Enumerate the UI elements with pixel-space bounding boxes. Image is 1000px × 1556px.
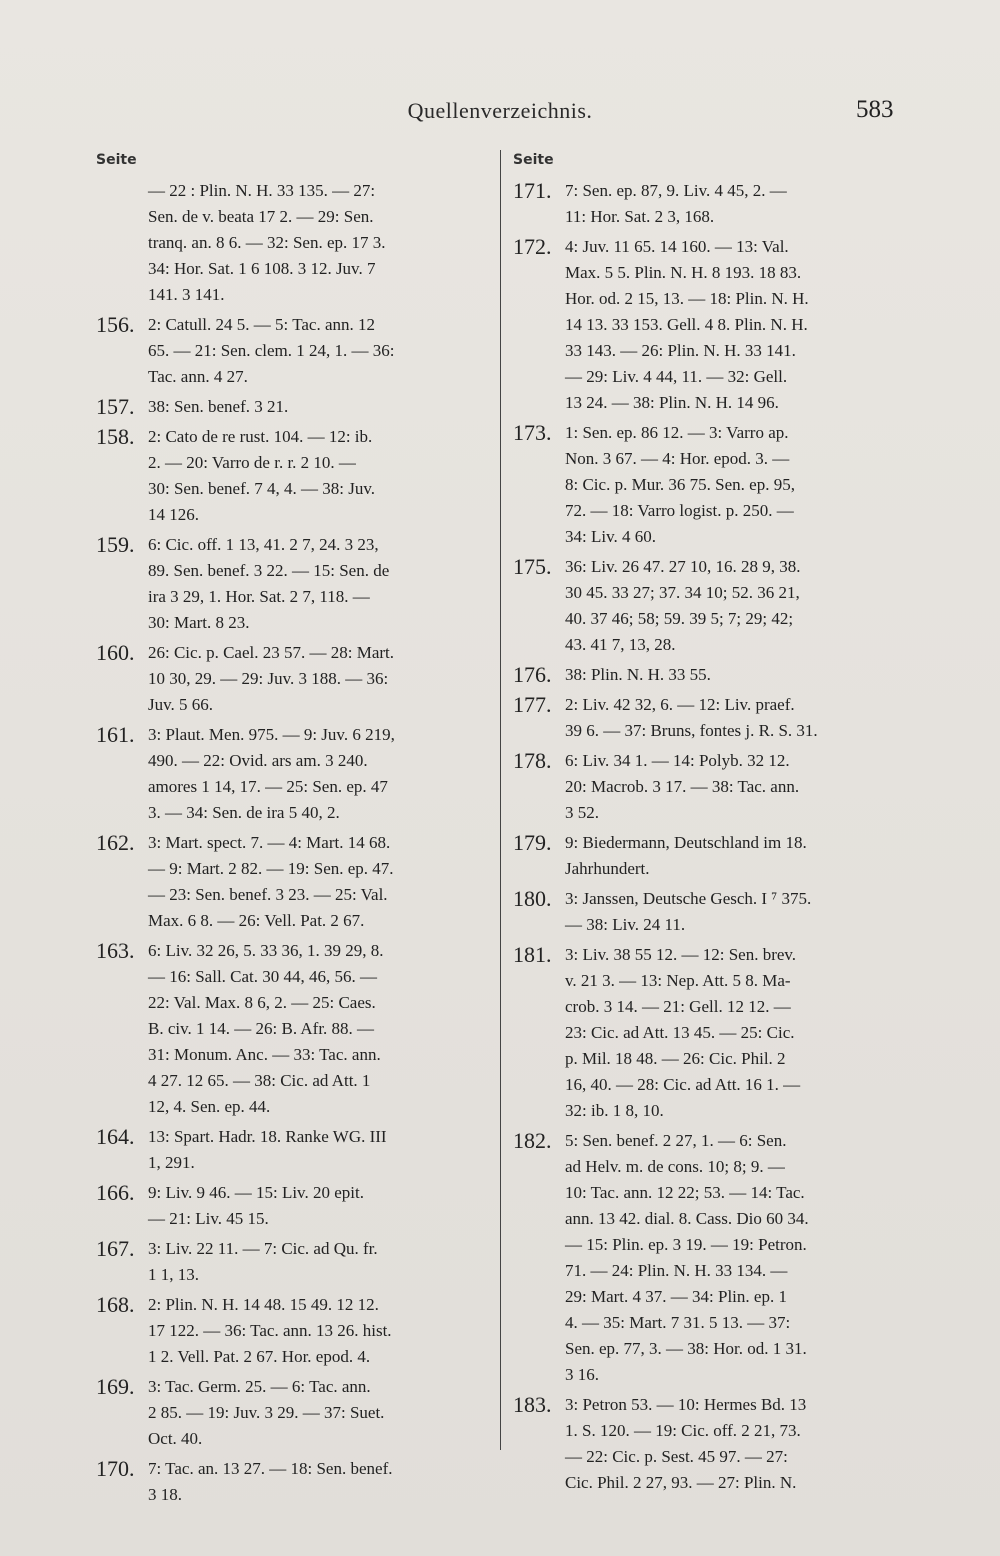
source-entry: [96, 722, 488, 826]
source-entry: [513, 1392, 905, 1496]
page-reference-number: 176.: [513, 662, 552, 687]
citation-line: 65. — 21: Sen. clem. 1 24, 1. — 36:: [148, 341, 395, 360]
source-entry: [513, 830, 905, 882]
citation-line: 3: Petron 53. — 10: Hermes Bd. 13: [565, 1395, 807, 1414]
page-reference-number: 171.: [513, 178, 552, 203]
citation-line: Oct. 40.: [148, 1429, 203, 1448]
source-entry: [513, 942, 905, 1124]
citation-line: 89. Sen. benef. 3 22. — 15: Sen. de: [148, 561, 390, 580]
citation-text: [148, 1180, 488, 1232]
citation-text: [148, 1456, 488, 1508]
page-reference-number: 180.: [513, 886, 552, 911]
page-reference-number: 164.: [96, 1124, 135, 1149]
citation-line: 2: Liv. 42 32, 6. — 12: Liv. praef.: [565, 695, 795, 714]
citation-text: [565, 420, 905, 550]
page-number: 583: [856, 96, 894, 123]
page-reference-number: 160.: [96, 640, 135, 665]
source-entry: [96, 532, 488, 636]
citation-text: [565, 748, 905, 826]
citation-line: 16, 40. — 28: Cic. ad Att. 16 1. —: [565, 1075, 801, 1094]
citation-line: 14 13. 33 153. Gell. 4 8. Plin. N. H.: [565, 315, 808, 334]
citation-line: — 9: Mart. 2 82. — 19: Sen. ep. 47.: [148, 859, 394, 878]
citation-line: Tac. ann. 4 27.: [148, 367, 248, 386]
citation-line: — 22 : Plin. N. H. 33 135. — 27:: [148, 181, 376, 200]
citation-line: — 29: Liv. 4 44, 11. — 32: Gell.: [565, 367, 788, 386]
citation-line: 3: Mart. spect. 7. — 4: Mart. 14 68.: [148, 833, 391, 852]
citation-line: p. Mil. 18 48. — 26: Cic. Phil. 2: [565, 1049, 786, 1068]
citation-line: 26: Cic. p. Cael. 23 57. — 28: Mart.: [148, 643, 395, 662]
citation-line: amores 1 14, 17. — 25: Sen. ep. 47: [148, 777, 388, 796]
source-entry: [96, 1292, 488, 1370]
citation-line: 3: Janssen, Deutsche Gesch. I ⁷ 375.: [565, 889, 812, 908]
citation-line: 5: Sen. benef. 2 27, 1. — 6: Sen.: [565, 1131, 787, 1150]
citation-line: Non. 3 67. — 4: Hor. epod. 3. —: [565, 449, 790, 468]
source-entry: [96, 830, 488, 934]
source-entry: [96, 640, 488, 718]
page-reference-number: 181.: [513, 942, 552, 967]
citation-line: 6: Cic. off. 1 13, 41. 2 7, 24. 3 23,: [148, 535, 379, 554]
citation-line: 7: Sen. ep. 87, 9. Liv. 4 45, 2. —: [565, 181, 787, 200]
citation-line: 31: Monum. Anc. — 33: Tac. ann.: [148, 1045, 381, 1064]
citation-line: 36: Liv. 26 47. 27 10, 16. 28 9, 38.: [565, 557, 801, 576]
citation-text: [148, 424, 488, 528]
page-reference-number: 182.: [513, 1128, 552, 1153]
citation-text: [565, 234, 905, 416]
citation-line: 38: Sen. benef. 3 21.: [148, 397, 289, 416]
citation-line: 2 85. — 19: Juv. 3 29. — 37: Suet.: [148, 1403, 385, 1422]
source-entry: [513, 1128, 905, 1388]
citation-line: 29: Mart. 4 37. — 34: Plin. ep. 1: [565, 1287, 787, 1306]
citation-line: — 15: Plin. ep. 3 19. — 19: Petron.: [565, 1235, 807, 1254]
citation-text: [148, 1124, 488, 1176]
citation-line: 13 24. — 38: Plin. N. H. 14 96.: [565, 393, 779, 412]
citation-text: [148, 178, 488, 308]
citation-line: 6: Liv. 32 26, 5. 33 36, 1. 39 29, 8.: [148, 941, 384, 960]
source-entry: [513, 178, 905, 230]
page-reference-number: 177.: [513, 692, 552, 717]
page-reference-number: 159.: [96, 532, 135, 557]
citation-line: 4. — 35: Mart. 7 31. 5 13. — 37:: [565, 1313, 791, 1332]
page-reference-number: 172.: [513, 234, 552, 259]
source-entry: [513, 554, 905, 658]
citation-line: 3 18.: [148, 1485, 182, 1504]
citation-line: 2: Cato de re rust. 104. — 12: ib.: [148, 427, 373, 446]
citation-line: 9: Liv. 9 46. — 15: Liv. 20 epit.: [148, 1183, 364, 1202]
page-reference-number: 161.: [96, 722, 135, 747]
source-entry: [96, 1124, 488, 1176]
citation-line: ann. 13 42. dial. 8. Cass. Dio 60 34.: [565, 1209, 809, 1228]
citation-line: 1. S. 120. — 19: Cic. off. 2 21, 73.: [565, 1421, 801, 1440]
citation-line: — 38: Liv. 24 11.: [565, 915, 686, 934]
citation-text: [148, 394, 488, 420]
page-reference-number: 162.: [96, 830, 135, 855]
citation-line: Jahrhundert.: [565, 859, 650, 878]
source-entry: [96, 312, 488, 390]
citation-line: 490. — 22: Ovid. ars am. 3 240.: [148, 751, 368, 770]
citation-line: B. civ. 1 14. — 26: B. Afr. 88. —: [148, 1019, 375, 1038]
page-reference-number: 156.: [96, 312, 135, 337]
citation-line: crob. 3 14. — 21: Gell. 12 12. —: [565, 997, 791, 1016]
citation-line: — 21: Liv. 45 15.: [148, 1209, 269, 1228]
citation-line: 14 126.: [148, 505, 199, 524]
citation-text: [565, 942, 905, 1124]
source-entry: [513, 886, 905, 938]
source-entry: [96, 1456, 488, 1508]
page-reference-number: 179.: [513, 830, 552, 855]
source-entry: [513, 748, 905, 826]
citation-line: 33 143. — 26: Plin. N. H. 33 141.: [565, 341, 796, 360]
citation-line: 9: Biedermann, Deutschland im 18.: [565, 833, 807, 852]
running-title: Quellenverzeichnis.: [407, 98, 593, 123]
citation-line: Max. 6 8. — 26: Vell. Pat. 2 67.: [148, 911, 365, 930]
citation-line: 12, 4. Sen. ep. 44.: [148, 1097, 271, 1116]
citation-line: 3: Plaut. Men. 975. — 9: Juv. 6 219,: [148, 725, 395, 744]
citation-line: 17 122. — 36: Tac. ann. 13 26. hist.: [148, 1321, 392, 1340]
column-divider: [500, 150, 501, 1450]
citation-line: 71. — 24: Plin. N. H. 33 134. —: [565, 1261, 788, 1280]
page-reference-number: 166.: [96, 1180, 135, 1205]
citation-line: 13: Spart. Hadr. 18. Ranke WG. III: [148, 1127, 387, 1146]
page-reference-number: 167.: [96, 1236, 135, 1261]
page-reference-number: 169.: [96, 1374, 135, 1399]
citation-line: 22: Val. Max. 8 6, 2. — 25: Caes.: [148, 993, 376, 1012]
citation-line: 1 2. Vell. Pat. 2 67. Hor. epod. 4.: [148, 1347, 371, 1366]
citation-line: — 16: Sall. Cat. 30 44, 46, 56. —: [148, 967, 378, 986]
citation-line: Sen. de v. beata 17 2. — 29: Sen.: [148, 207, 374, 226]
citation-line: Sen. ep. 77, 3. — 38: Hor. od. 1 31.: [565, 1339, 807, 1358]
citation-line: v. 21 3. — 13: Nep. Att. 5 8. Ma-: [565, 971, 791, 990]
page-reference-number: 158.: [96, 424, 135, 449]
citation-text: [148, 640, 488, 718]
citation-line: 7: Tac. an. 13 27. — 18: Sen. benef.: [148, 1459, 393, 1478]
source-entry: [96, 1180, 488, 1232]
citation-line: 8: Cic. p. Mur. 36 75. Sen. ep. 95,: [565, 475, 795, 494]
citation-text: [565, 830, 905, 882]
citation-line: — 22: Cic. p. Sest. 45 97. — 27:: [565, 1447, 788, 1466]
citation-text: [565, 692, 905, 744]
citation-text: [565, 1392, 905, 1496]
citation-line: 39 6. — 37: Bruns, fontes j. R. S. 31.: [565, 721, 818, 740]
citation-text: [148, 830, 488, 934]
citation-line: 34: Hor. Sat. 1 6 108. 3 12. Juv. 7: [148, 259, 376, 278]
source-entry: [96, 424, 488, 528]
citation-text: [565, 662, 905, 688]
citation-line: Cic. Phil. 2 27, 93. — 27: Plin. N.: [565, 1473, 797, 1492]
citation-line: 3: Liv. 22 11. — 7: Cic. ad Qu. fr.: [148, 1239, 378, 1258]
source-entry: [513, 234, 905, 416]
citation-line: — 23: Sen. benef. 3 23. — 25: Val.: [148, 885, 388, 904]
citation-line: 30: Mart. 8 23.: [148, 613, 250, 632]
citation-line: 3 16.: [565, 1365, 599, 1384]
page-reference-number: 170.: [96, 1456, 135, 1481]
page-reference-number: 173.: [513, 420, 552, 445]
page-reference-number: 178.: [513, 748, 552, 773]
citation-line: Max. 5 5. Plin. N. H. 8 193. 18 83.: [565, 263, 802, 282]
citation-text: [148, 722, 488, 826]
citation-text: [565, 554, 905, 658]
citation-text: [148, 1236, 488, 1288]
citation-text: [148, 938, 488, 1120]
citation-text: [148, 1292, 488, 1370]
citation-line: 32: ib. 1 8, 10.: [565, 1101, 664, 1120]
citation-line: 40. 37 46; 58; 59. 39 5; 7; 29; 42;: [565, 609, 794, 628]
source-entry: [96, 178, 488, 308]
citation-text: [148, 312, 488, 390]
page-reference-number: 168.: [96, 1292, 135, 1317]
citation-line: 3. — 34: Sen. de ira 5 40, 2.: [148, 803, 340, 822]
citation-line: 34: Liv. 4 60.: [565, 527, 656, 546]
right-column: [513, 178, 905, 1500]
citation-line: 2: Catull. 24 5. — 5: Tac. ann. 12: [148, 315, 376, 334]
citation-line: 10 30, 29. — 29: Juv. 3 188. — 36:: [148, 669, 389, 688]
source-entry: [96, 1374, 488, 1452]
source-entry: [513, 662, 905, 688]
citation-line: Hor. od. 2 15, 13. — 18: Plin. N. H.: [565, 289, 809, 308]
source-entry: [96, 394, 488, 420]
citation-line: 1 1, 13.: [148, 1265, 199, 1284]
source-entry: [513, 420, 905, 550]
citation-line: 4 27. 12 65. — 38: Cic. ad Att. 1: [148, 1071, 371, 1090]
citation-line: 6: Liv. 34 1. — 14: Polyb. 32 12.: [565, 751, 790, 770]
citation-text: [148, 1374, 488, 1452]
source-entry: [96, 1236, 488, 1288]
citation-line: 10: Tac. ann. 12 22; 53. — 14: Tac.: [565, 1183, 805, 1202]
citation-line: 43. 41 7, 13, 28.: [565, 635, 676, 654]
citation-line: 3: Tac. Germ. 25. — 6: Tac. ann.: [148, 1377, 371, 1396]
citation-line: 72. — 18: Varro logist. p. 250. —: [565, 501, 794, 520]
right-column-header: Seite: [513, 152, 554, 168]
citation-line: ad Helv. m. de cons. 10; 8; 9. —: [565, 1157, 785, 1176]
citation-line: 1, 291.: [148, 1153, 195, 1172]
entry-spacer: [96, 1508, 488, 1512]
citation-line: Juv. 5 66.: [148, 695, 214, 714]
entry-spacer: [513, 1496, 905, 1500]
page-reference-number: 157.: [96, 394, 135, 419]
citation-line: 20: Macrob. 3 17. — 38: Tac. ann.: [565, 777, 800, 796]
citation-line: 23: Cic. ad Att. 13 45. — 25: Cic.: [565, 1023, 795, 1042]
citation-text: [565, 1128, 905, 1388]
citation-line: 11: Hor. Sat. 2 3, 168.: [565, 207, 715, 226]
citation-line: 4: Juv. 11 65. 14 160. — 13: Val.: [565, 237, 789, 256]
left-column: [96, 178, 488, 1512]
citation-text: [565, 178, 905, 230]
citation-text: [565, 886, 905, 938]
citation-text: [148, 532, 488, 636]
page-reference-number: 163.: [96, 938, 135, 963]
left-column-header: Seite: [96, 152, 137, 168]
source-entry: [96, 938, 488, 1120]
citation-line: 2: Plin. N. H. 14 48. 15 49. 12 12.: [148, 1295, 379, 1314]
citation-line: 38: Plin. N. H. 33 55.: [565, 665, 711, 684]
citation-line: 141. 3 141.: [148, 285, 225, 304]
citation-line: 30 45. 33 27; 37. 34 10; 52. 36 21,: [565, 583, 800, 602]
citation-line: 2. — 20: Varro de r. r. 2 10. —: [148, 453, 356, 472]
page-reference-number: 175.: [513, 554, 552, 579]
citation-line: 30: Sen. benef. 7 4, 4. — 38: Juv.: [148, 479, 375, 498]
citation-line: 1: Sen. ep. 86 12. — 3: Varro ap.: [565, 423, 789, 442]
citation-line: ira 3 29, 1. Hor. Sat. 2 7, 118. —: [148, 587, 370, 606]
source-entry: [513, 692, 905, 744]
page-reference-number: 183.: [513, 1392, 552, 1417]
citation-line: 3 52.: [565, 803, 599, 822]
citation-line: tranq. an. 8 6. — 32: Sen. ep. 17 3.: [148, 233, 386, 252]
citation-line: 3: Liv. 38 55 12. — 12: Sen. brev.: [565, 945, 797, 964]
